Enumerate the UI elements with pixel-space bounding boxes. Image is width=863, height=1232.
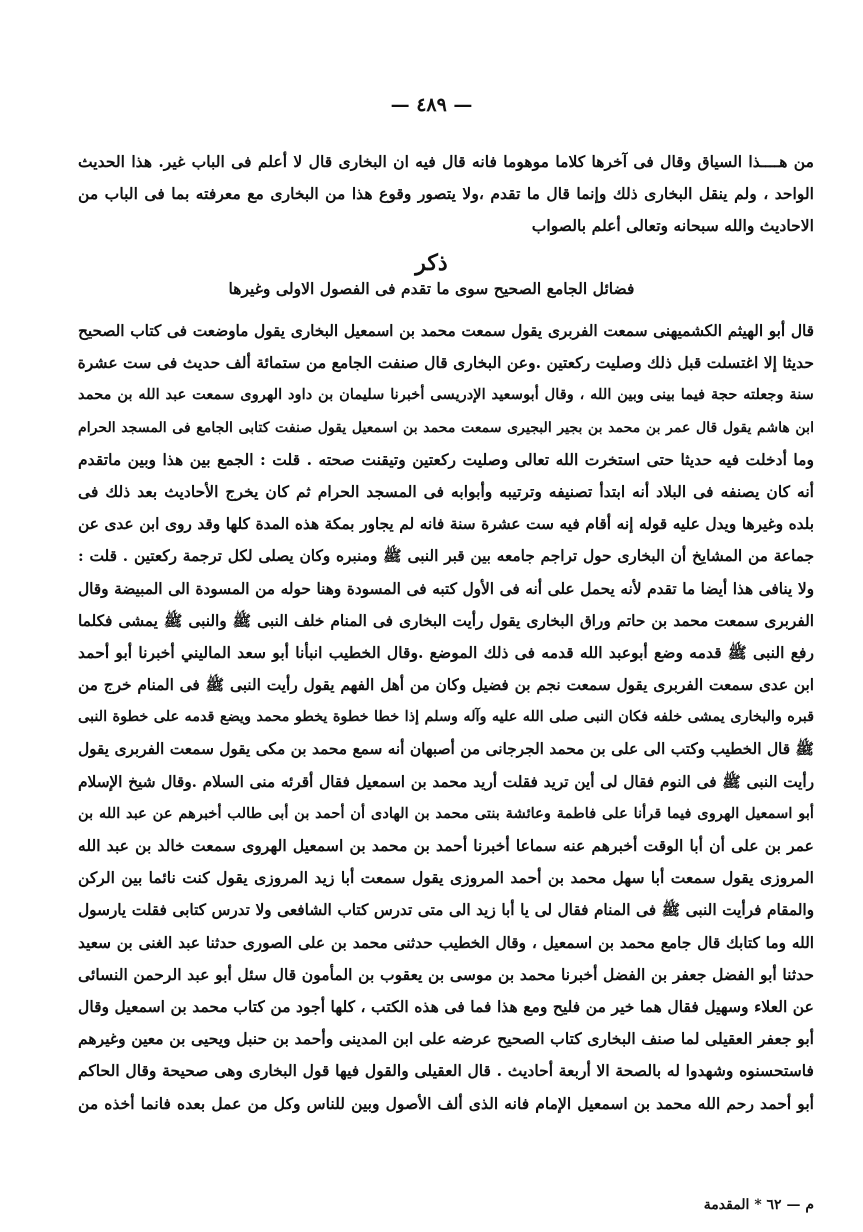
text-line: رفع النبى ﷺ قدمه وضع أبوعبد الله قدمه فى ذلك الموضع .وقال الخطيب انبأنا أبو سعد الماليني أخبرنا أبو أحمد [78, 642, 814, 662]
section-subheading: فضائل الجامع الصحيح سوى ما تقدم فى الفصول الاولى وغيرها [228, 279, 635, 298]
text-line: ﷺ قال الخطيب وكتب الى على بن محمد الجرجانى من أصبهان أنه سمع محمد بن مكى يقول سمعت الفربرى يقول [78, 740, 814, 759]
text-line: المروزى يقول سمعت أبا سهل محمد بن أحمد المروزى يقول سمعت أبا زيد المروزى يقول كنت نائما بين الركن [78, 868, 814, 888]
text-line: من هــــذا السياق وقال فى آخرها كلاما موهوما فانه قال فيه ان البخارى قال لا أعلم فى الباب غير. هذا الحديث [78, 152, 814, 171]
page-number: — ٤٨٩ — [390, 94, 473, 116]
intro-paragraph [78, 146, 814, 243]
section-heading: ذكر [415, 250, 448, 276]
text-line: جماعة من المشايخ أن البخارى حول تراجم جامعه بين قبر النبى ﷺ ومنبره وكان يصلى لكل ترجمة ركعتين . قلت : [78, 547, 814, 566]
text-line: بلده وغيرها ويدل عليه قوله إنه أقام فيه ست عشرة سنة فانه لم يجاور بمكة هذه المدة كلها وقد روى ابن عدى عن [78, 515, 814, 534]
text-line: أبو أحمد رحم الله محمد بن اسمعيل الإمام فانه الذى ألف الأصول وبين للناس وكل من عمل بعده فانما أخذه من [78, 1093, 814, 1113]
text-line: الاحاديث والله سبحانه وتعالى أعلم بالصواب [531, 216, 814, 236]
text-line: سنة وجعلته حجة فيما بينى وبين الله ، وقال أبوسعيد الإدريسى أخبرنا سليمان بن داود الهروى سمعت عبد الله بن محمد [78, 386, 814, 404]
text-line: والمقام فرأيت النبى ﷺ فى المنام فقال لى يا أبا زيد الى متى تدرس كتاب الشافعى ولا تدرس كتابى فقلت يارسول [78, 901, 814, 920]
text-line: أبو جعفر العقيلى لما صنف البخارى كتاب الصحيح عرضه على ابن المدينى وأحمد بن حنبل ويحيى بن معين وغيرهم [78, 1029, 814, 1049]
text-line: حديثا إلا اغتسلت قبل ذلك وصليت ركعتين .وعن البخارى قال صنفت الجامع من ستمائة ألف حديث فى ست عشرة [78, 353, 814, 373]
text-line: الله وما كتابك قال جامع محمد بن اسمعيل ، وقال الخطيب حدثنى محمد بن على الصورى حدثنا عبد الغنى بن سعيد [78, 933, 814, 952]
text-line: حدثنا أبو الفضل جعفر بن الفضل أخبرنا محمد بن موسى بن يعقوب بن المأمون قال سئل أبو عبد الرحمن النسائى [78, 964, 814, 984]
text-line: قبره والبخارى يمشى خلفه فكان النبى صلى الله عليه وآله وسلم إذا خطا خطوة يخطو محمد ويضع قدمه على خطوة النبى [78, 708, 814, 726]
text-line: أبو اسمعيل الهروى فيما قرأنا على فاطمة وعائشة بنتى محمد بن الهادى أن أحمد بن أبى طالب أخبرهم عن عبد الله بن [78, 804, 814, 822]
text-line: ابن عدى سمعت الفربرى يقول سمعت نجم بن فضيل وكان من أهل الفهم يقول رأيت النبى ﷺ فى المنام خرج من [78, 676, 814, 695]
text-line: الواحد ، ولم ينقل البخارى ذلك وإنما قال ما تقدم ،ولا يتصور وقوع هذا من البخارى مع معرفته بما فى الباب من [78, 184, 814, 204]
text-line: عمر بن على أن أبا الوقت أخبرهم عنه سماعا أخبرنا أحمد بن محمد بن اسمعيل الهروى سمعت خالد بن عبد الله [78, 836, 814, 855]
text-line: فاستحسنوه وشهدوا له بالصحة الا أربعة أحاديث . قال العقيلى والقول فيها قول البخارى وهى صحيحة وقال الحاكم [78, 1061, 814, 1081]
text-line: ابن هاشم يقول قال عمر بن محمد بن بجير البجيرى سمعت محمد بن اسمعيل يقول صنفت كتابى الجامع فى المسجد الحرام [78, 419, 814, 436]
text-line: وما أدخلت فيه حديثا حتى استخرت الله تعالى وصليت ركعتين وتيقنت صحته . قلت : الجمع بين هذا وبين ماتقدم [78, 449, 814, 469]
text-line: قال أبو الهيثم الكشميهنى سمعت الفربرى يقول سمعت محمد بن اسمعيل البخارى يقول ماوضعت فى كتاب الصحيح [78, 322, 814, 340]
main-paragraph [78, 315, 814, 1120]
text-line: أنه كان يصنفه فى البلاد أنه ابتدأ تصنيفه وترتيبه وأبوابه فى المسجد الحرام ثم كان يخرج الأحاديث بعد ذلك فى [78, 481, 814, 501]
text-line: رأيت النبى ﷺ فى النوم فقال لى أين تريد فقلت أريد محمد بن اسمعيل فقال أقرئه منى السلام .وقال شيخ الإسلام [78, 772, 814, 791]
text-line: الفربرى سمعت محمد بن حاتم وراق البخارى يقول رأيت البخارى فى المنام خلف النبى ﷺ والنبى ﷺ يمشى فكلما [78, 611, 814, 630]
page-footer: م — ٦٢ * المقدمة [703, 1197, 814, 1213]
text-line: عن العلاء وسهيل فقال هما خير من فليح ومع هذا فما فى هذه الكتب ، كلها أجود من كتاب محمد بن اسمعيل وقال [78, 996, 814, 1016]
text-line: ولا ينافى هذا أيضا ما تقدم لأنه يحمل على أنه فى الأول كتبه فى المسودة وهنا حوله من المسودة الى المبيضة وقال [78, 579, 814, 598]
